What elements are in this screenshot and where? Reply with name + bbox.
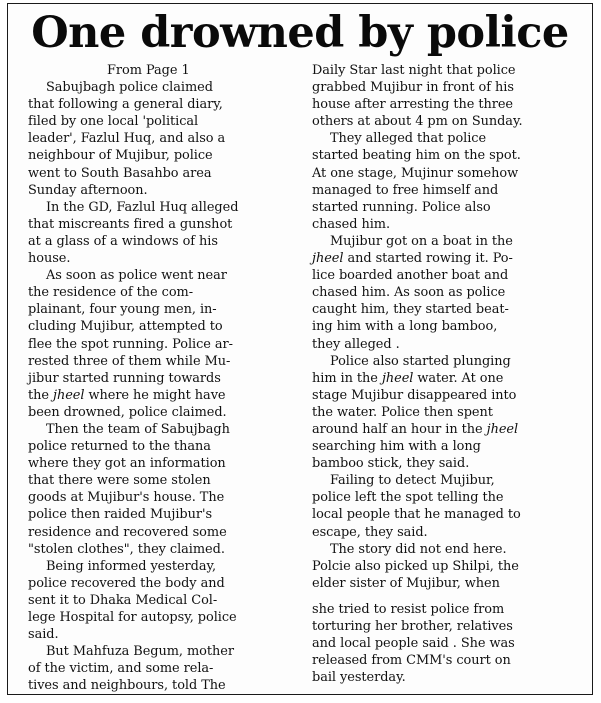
- article-line: bamboo stick, they said.: [312, 456, 470, 472]
- article-line: started beating him on the spot.: [312, 148, 521, 164]
- article-line: jibur started running towards: [28, 370, 221, 386]
- article-line: went to South Basahbo area: [28, 165, 212, 181]
- article-line: of the victim, and some rela-: [28, 661, 214, 677]
- article-line: jheel and started rowing it. Po-: [312, 251, 513, 267]
- article-line: escape, they said.: [312, 524, 428, 540]
- article-line: police returned to the thana: [28, 439, 211, 455]
- article-line: elder sister of Mujibur, when: [312, 575, 500, 591]
- article-line: local people that he managed to: [312, 507, 521, 523]
- article-line: where they got an information: [28, 456, 226, 472]
- article-line: house.: [28, 251, 71, 267]
- article-line: the water. Police then spent: [312, 404, 493, 420]
- article-line: at a glass of a windows of his: [28, 233, 218, 249]
- article-line: leader', Fazlul Huq, and also a: [28, 131, 226, 147]
- article-line: Polcie also picked up Shilpi, the: [312, 558, 519, 574]
- article-line: bail yesterday.: [312, 670, 406, 686]
- article-line: police left the spot telling the: [312, 490, 504, 506]
- article-line: police then raided Mujibur's: [28, 507, 213, 523]
- article-line: caught him, they started beat-: [312, 302, 509, 318]
- article-line: As soon as police went near: [46, 268, 227, 284]
- article-line: been drowned, police claimed.: [28, 404, 227, 420]
- article-column-right: [312, 62, 588, 686]
- article-line: the residence of the com-: [28, 285, 194, 301]
- article-line: Sunday afternoon.: [28, 182, 148, 198]
- article-line: the jheel where he might have: [28, 387, 226, 403]
- article-line: They alleged that police: [330, 131, 487, 147]
- article-line: that there were some stolen: [28, 473, 211, 489]
- article-line: managed to free himself and: [312, 182, 499, 198]
- article-line: chased him. As soon as police: [312, 285, 506, 301]
- article-line: Then the team of Sabujbagh: [46, 421, 230, 437]
- article-line: sent it to Dhaka Medical Col-: [28, 592, 218, 608]
- article-line: around half an hour in the jheel: [312, 421, 519, 437]
- article-line: released from CMM's court on: [312, 653, 511, 669]
- article-line: Failing to detect Mujibur,: [330, 473, 495, 489]
- article-line: Daily Star last night that police: [312, 63, 516, 78]
- article-line: "stolen clothes", they claimed.: [28, 541, 225, 557]
- article-line: that miscreants fired a gunshot: [28, 216, 233, 232]
- article-line: him in the jheel water. At one: [312, 370, 504, 386]
- article-line: torturing her brother, relatives: [312, 619, 513, 634]
- article-line: searching him with a long: [312, 439, 481, 455]
- article-line: Being informed yesterday,: [46, 558, 217, 574]
- article-line: said.: [28, 627, 59, 643]
- article-line: ing him with a long bamboo,: [312, 319, 498, 335]
- article-line: The story did not end here.: [330, 541, 507, 557]
- article-line: filed by one local 'political: [28, 114, 199, 130]
- news-clipping: [7, 3, 593, 695]
- article-line: started running. Police also: [312, 199, 491, 215]
- article-line: Mujibur got on a boat in the: [330, 233, 513, 249]
- continuation-kicker: From Page 1: [107, 63, 190, 78]
- article-line: house after arresting the three: [312, 97, 513, 113]
- article-line: stage Mujibur disappeared into: [312, 387, 517, 403]
- article-line: they alleged .: [312, 336, 400, 352]
- article-line: and local people said . She was: [312, 636, 515, 652]
- article-line: Sabujbagh police claimed: [46, 80, 213, 96]
- article-column-left: [28, 62, 304, 694]
- article-line: chased him.: [312, 216, 390, 232]
- article-line: residence and recovered some: [28, 524, 227, 540]
- article-line: At one stage, Mujinur somehow: [312, 165, 519, 181]
- article-line: others at about 4 pm on Sunday.: [312, 114, 523, 130]
- article-line: neighbour of Mujibur, police: [28, 148, 213, 164]
- article-line: In the GD, Fazlul Huq alleged: [46, 199, 239, 215]
- article-line: But Mahfuza Begum, mother: [46, 644, 234, 660]
- article-line: goods at Mujibur's house. The: [28, 490, 225, 506]
- headline: One drowned by police: [31, 8, 569, 58]
- article-line: she tried to resist police from: [312, 601, 505, 617]
- article-line: that following a general diary,: [28, 97, 223, 113]
- article-line: flee the spot running. Police ar-: [28, 336, 233, 352]
- article-line: lice boarded another boat and: [312, 268, 509, 284]
- article-line: Police also started plunging: [330, 353, 511, 369]
- article-line: plainant, four young men, in-: [28, 302, 217, 318]
- article-line: tives and neighbours, told The: [28, 678, 226, 694]
- article-line: police recovered the body and: [28, 575, 225, 591]
- article-line: rested three of them while Mu-: [28, 353, 231, 369]
- article-line: grabbed Mujibur in front of his: [312, 80, 514, 96]
- article-line: lege Hospital for autopsy, police: [28, 610, 237, 625]
- article-line: cluding Mujibur, attempted to: [28, 319, 223, 335]
